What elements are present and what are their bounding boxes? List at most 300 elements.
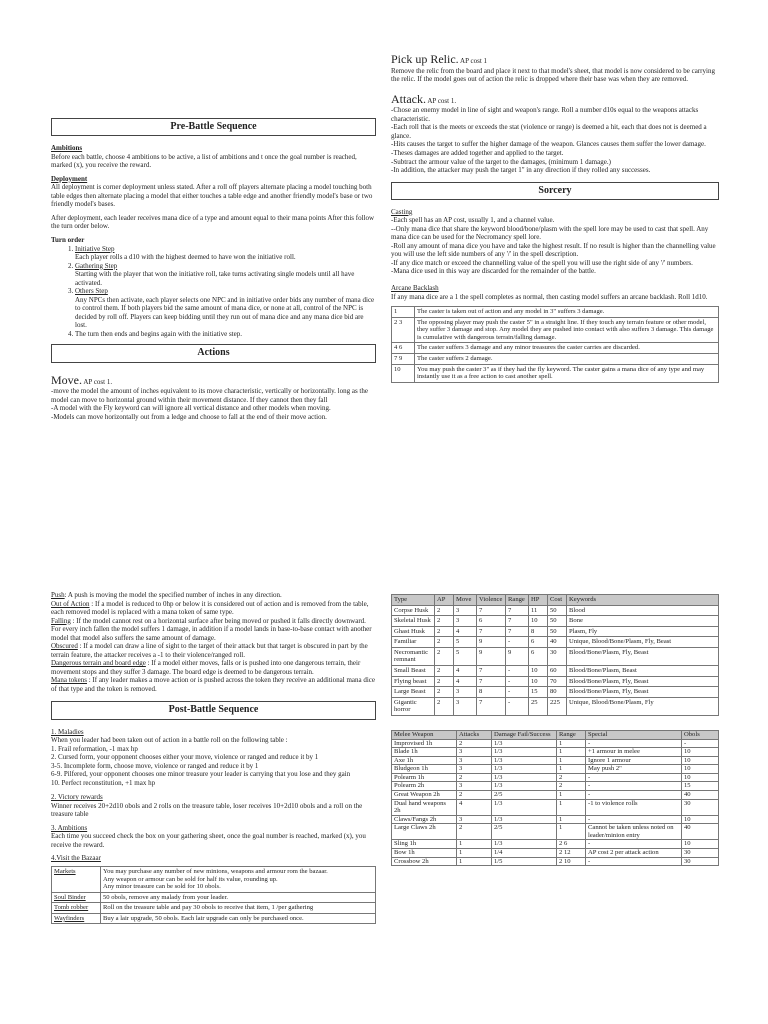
- rule-line: [51, 600, 376, 617]
- table-cell: 6: [477, 616, 506, 627]
- rule-term: Push: [51, 591, 65, 599]
- bazaar-key: Wayfinders: [52, 913, 101, 924]
- table-row: [392, 307, 719, 318]
- table-cell: 2: [435, 676, 454, 687]
- attack-heading: Attack.: [391, 91, 426, 106]
- table-row: [392, 626, 719, 637]
- bazaar-key: Soul Binder: [52, 892, 101, 903]
- table-cell: 1: [557, 815, 586, 824]
- table-cell: 1: [557, 765, 586, 774]
- roll-cell: 10: [392, 364, 415, 382]
- attack-line: -Chose an enemy model in line of sight and weapon's range. Roll a number d10s equal to the weapons attacks characteristic.: [391, 106, 699, 123]
- table-row: [392, 687, 719, 698]
- table-cell: 1/3: [492, 799, 557, 815]
- table-cell: 6: [529, 647, 548, 665]
- deployment-text: All deployment is corner deployment unless stated. After a roll off players alternate placing a model touching both table edges then alternate placing a model that either touches a table edge and another friendly model's base or two friendly model's bases.: [51, 183, 373, 209]
- table-cell: 1/3: [492, 815, 557, 824]
- table-cell: 7: [477, 605, 506, 616]
- table-cell: 10: [529, 676, 548, 687]
- table-cell: 2: [457, 824, 492, 840]
- table-cell: 2: [435, 687, 454, 698]
- bazaar-value: [101, 867, 376, 893]
- column-header: Keywords: [567, 595, 719, 606]
- bazaar-value: 50 obols, remove any malady from your leader.: [101, 892, 376, 903]
- turn-step-text: The turn then ends and begins again with the initiative step.: [75, 329, 242, 338]
- column-header: AP: [435, 595, 454, 606]
- effect-cell: The caster is taken out of action and any model in 3" suffers 3 damage.: [415, 307, 719, 318]
- table-cell: -: [506, 676, 529, 687]
- column-header: Range: [557, 730, 586, 739]
- column-header: Cost: [548, 595, 567, 606]
- table-cell: Great Weapon 2h: [392, 790, 457, 799]
- effect-cell: The caster suffers 3 damage and any minor treasures the caster carries are discarded.: [415, 343, 719, 354]
- table-cell: 50: [548, 605, 567, 616]
- column-header: Move: [454, 595, 477, 606]
- table-cell: Blood/Bone/Plasm, Fly, Beast: [567, 676, 719, 687]
- table-cell: 8: [477, 687, 506, 698]
- rule-term: Dangerous terrain and board edge: [51, 659, 146, 668]
- table-row: [392, 857, 719, 866]
- table-cell: Large Claws 2h: [392, 824, 457, 840]
- weapon-body: [392, 739, 719, 866]
- turn-step: [75, 330, 376, 339]
- table-row: [392, 773, 719, 782]
- table-cell: 1: [557, 739, 586, 748]
- turn-step: [75, 262, 376, 288]
- table-cell: 3: [457, 756, 492, 765]
- effect-cell: You may push the caster 3" as if they had the fly keyword. The caster gains a mana dice of any type and may instantly use it as a free action to cast another spell.: [415, 364, 719, 382]
- column-header: Range: [506, 595, 529, 606]
- ambitions-heading: Ambitions: [51, 144, 83, 153]
- post-battle-heading: Post-Battle Sequence: [51, 701, 376, 719]
- table-cell: 2: [557, 782, 586, 791]
- table-cell: 2: [457, 739, 492, 748]
- table-cell: 60: [548, 666, 567, 677]
- backlash-text: If any mana dice are a 1 the spell completes as normal, then casting model suffers an arcane backlash. Roll 1d10.: [391, 292, 708, 301]
- backlash-heading: Arcane Backlash: [391, 284, 439, 292]
- table-cell: 2: [457, 790, 492, 799]
- attack-line: -Subtract the armour value of the target to the damages, (minimum 1 damage.): [391, 157, 611, 166]
- move-line: -move the model the amount of inches equivalent to its move characteristic, vertically or horizontally. long as the model can move to horizontal ground within their movement distance. If they cannot then they fall: [51, 387, 368, 404]
- table-cell: 4: [454, 676, 477, 687]
- relic-heading: Pick up Relic.: [391, 52, 459, 66]
- effect-cell: The opposing player may push the caster 5" in a straight line. If they touch any terrain feature or other model, they suffer 3 damage and stop. Any model they are pushed into contact with also suffers 3 damage. This damage is cumulative with dangerous terrain/falling damage.: [415, 317, 719, 343]
- table-cell: Blood/Bone/Plasm, Beast: [567, 666, 719, 677]
- after-deployment-text: After deployment, each leader receives mana dice of a type and amount equal to their mana points After this follow the turn order below.: [51, 213, 375, 231]
- bazaar-value: Buy a lair upgrade, 50 obols. Each lair upgrade can only be purchased once.: [101, 913, 376, 924]
- bazaar-value: Roll on the treasure table and pay 30 obols to receive that item, 1 /per gathering: [101, 903, 376, 914]
- table-cell: 10: [682, 756, 719, 765]
- rule-desc: : If a model is reduced to 0hp or below it is considered out of action and is removed from the table, each removed model is replaced with a mana token of same type.: [51, 599, 369, 617]
- attack-line: -Hits causes the target to suffer the higher damage of the weapon. Glances causes them suffer the lower damage.: [391, 140, 706, 149]
- table-row: [52, 913, 376, 924]
- ambitions-text: Before each battle, choose 4 ambitions to be active, a list of ambitions and t once the goal number is reached, marked (x), you receive the reward.: [51, 152, 357, 170]
- table-cell: 2: [435, 637, 454, 648]
- table-row: [392, 790, 719, 799]
- table-cell: 40: [682, 824, 719, 840]
- table-row: [52, 892, 376, 903]
- relic-heading-row: [391, 52, 719, 67]
- rule-term: Mana tokens: [51, 676, 87, 685]
- table-cell: Ignore 1 armour: [586, 756, 682, 765]
- maladies-intro: When you leader had been taken out of action in a battle roll on the following table :: [51, 736, 288, 745]
- victory-text: Winner receives 20+2d10 obols and 2 rolls on the treasure table, loser receives 10+2d10 obols and a roll on the treasure table: [51, 801, 363, 819]
- table-cell: 9: [477, 647, 506, 665]
- table-row: [52, 867, 376, 893]
- table-cell: 1/3: [492, 756, 557, 765]
- table-cell: 1: [557, 756, 586, 765]
- roll-cell: 2 3: [392, 317, 415, 343]
- rule-desc: : If any leader makes a move action or is pushed across the token they receive an additional mana dice of that type and the token is removed.: [51, 676, 376, 693]
- table-cell: 30: [682, 857, 719, 866]
- post-ambitions-heading: 3. Ambitions: [51, 823, 88, 832]
- table-cell: 30: [548, 647, 567, 665]
- table-cell: 2: [435, 605, 454, 616]
- table-cell: 40: [548, 637, 567, 648]
- turn-step-text: Any NPCs then activate, each player selects one NPC and in initiative order bids any number of mana dice to control them. If both players bid the same amount of mana dice, or none at all, control of the NPC is decided by roll off. Players can keep bidding until they run out of mana dice and any mana dice bid are lost.: [75, 295, 375, 330]
- table-cell: Small Beast: [392, 666, 435, 677]
- table-cell: Large Beast: [392, 687, 435, 698]
- table-cell: 1: [557, 824, 586, 840]
- table-row: [392, 799, 719, 815]
- table-row: [392, 824, 719, 840]
- top-left-panel: [51, 118, 376, 421]
- casting-line: --Only mana dice that share the keyword blood/bone/plasm with the spell lore may be used to cast that spell. Any mana dice can be used for the Necromancy spell lore.: [391, 224, 709, 242]
- bazaar-table: [51, 866, 376, 924]
- weapon-table: [391, 730, 719, 866]
- table-cell: 10: [682, 765, 719, 774]
- column-header: Type: [392, 595, 435, 606]
- table-cell: 7: [477, 626, 506, 637]
- table-row: [392, 364, 719, 382]
- table-cell: -: [586, 857, 682, 866]
- table-cell: 2: [435, 666, 454, 677]
- table-cell: 1/3: [492, 773, 557, 782]
- table-row: [392, 353, 719, 364]
- actions-heading: Actions: [51, 344, 376, 362]
- rule-line: [51, 642, 376, 659]
- roll-cell: 7 9: [392, 353, 415, 364]
- table-row: [392, 343, 719, 354]
- table-row: [392, 697, 719, 715]
- table-row: [392, 815, 719, 824]
- table-row: [392, 647, 719, 665]
- table-cell: 15: [682, 782, 719, 791]
- table-cell: -: [506, 637, 529, 648]
- table-row: [392, 849, 719, 858]
- table-row: [52, 903, 376, 914]
- table-cell: Skeletal Husk: [392, 616, 435, 627]
- table-cell: 5: [454, 647, 477, 665]
- table-cell: 1/3: [492, 782, 557, 791]
- table-cell: Bludgeon 1h: [392, 765, 457, 774]
- weapon-header-row: [392, 730, 719, 739]
- table-row: [392, 317, 719, 343]
- table-cell: 2/5: [492, 790, 557, 799]
- table-cell: Polearm 2h: [392, 782, 457, 791]
- table-cell: 25: [529, 697, 548, 715]
- table-cell: -: [586, 739, 682, 748]
- casting-heading: Casting: [391, 207, 413, 216]
- deployment-heading: Deployment: [51, 174, 88, 183]
- sorcery-heading: Sorcery: [391, 182, 719, 200]
- table-cell: 8: [529, 626, 548, 637]
- table-cell: 7: [477, 697, 506, 715]
- bazaar-line: You may purchase any number of new minions, weapons and armour rom the bazaar.: [103, 868, 328, 875]
- turn-step: [75, 287, 376, 330]
- table-cell: 1/5: [492, 857, 557, 866]
- table-cell: Gigantic horror: [392, 697, 435, 715]
- table-cell: 10: [682, 840, 719, 849]
- table-cell: Cannot be taken unless noted on leader/minion entry: [586, 824, 682, 840]
- table-cell: 1/3: [492, 739, 557, 748]
- attack-line: -Theses damages are added together and applied to the target.: [391, 148, 564, 157]
- table-cell: -: [682, 739, 719, 748]
- table-cell: Familiar: [392, 637, 435, 648]
- table-cell: 10: [682, 748, 719, 757]
- table-cell: -: [506, 687, 529, 698]
- table-cell: -: [586, 782, 682, 791]
- table-cell: Blood/Bone/Plasm, Fly, Beast: [567, 647, 719, 665]
- table-cell: 1/3: [492, 748, 557, 757]
- table-cell: 3: [454, 616, 477, 627]
- table-cell: 2 12: [557, 849, 586, 858]
- table-cell: 7: [506, 616, 529, 627]
- bottom-left-panel: [51, 591, 376, 924]
- bazaar-key: Markets: [52, 867, 101, 893]
- bazaar-line: Any weapon or armour can be sold for half its value, rounding up.: [103, 875, 278, 883]
- table-cell: 7: [477, 666, 506, 677]
- table-cell: Crossbow 2h: [392, 857, 457, 866]
- malady-line: 10. Perfect reconstitution, +1 max hp: [51, 778, 156, 787]
- table-cell: Unique, Blood/Bone/Plasm, Fly: [567, 697, 719, 715]
- table-cell: 2 6: [557, 840, 586, 849]
- table-row: [392, 605, 719, 616]
- turn-order-heading: Turn order: [51, 235, 85, 244]
- table-cell: 1: [557, 748, 586, 757]
- table-cell: 50: [548, 616, 567, 627]
- table-cell: 3: [457, 815, 492, 824]
- attack-heading-row: [391, 92, 719, 107]
- table-cell: 7: [506, 605, 529, 616]
- turn-step-text: Starting with the player that won the initiative roll, take turns activating single models until all have activated.: [75, 270, 355, 287]
- rule-term: Obscured: [51, 642, 78, 651]
- table-cell: 7: [477, 676, 506, 687]
- table-cell: 1: [457, 840, 492, 849]
- table-cell: 11: [529, 605, 548, 616]
- table-cell: Claws/Fangs 2h: [392, 815, 457, 824]
- table-cell: 40: [682, 790, 719, 799]
- turn-step-title: Others Step: [75, 287, 108, 296]
- rule-desc: : A push is moving the model the specified number of inches in any direction.: [64, 591, 282, 599]
- table-cell: Unique, Blood/Bone/Plasm, Fly, Beast: [567, 637, 719, 648]
- table-cell: 10: [529, 616, 548, 627]
- top-right-panel: [391, 52, 719, 383]
- victory-heading: 2. Victory rewards: [51, 793, 103, 802]
- table-row: [392, 666, 719, 677]
- move-heading: Move.: [51, 372, 82, 387]
- column-header: HP: [529, 595, 548, 606]
- table-cell: 225: [548, 697, 567, 715]
- minion-header-row: [392, 595, 719, 606]
- bazaar-key: Tomb robber: [52, 903, 101, 914]
- attack-line: -Each roll that is the meets or exceeds the stat (violence or range) is deemed a hit, each that does not is deemed a glance.: [391, 123, 707, 140]
- rule-desc: : If the model cannot rest on a horizontal surface after being moved or pushed it falls directly downward. For every inch fallen the model suffers 1 damage, in addition if a model lands in base-to-base contact with another model that model also suffers the same amount of damage.: [51, 616, 372, 642]
- table-cell: 7: [506, 626, 529, 637]
- move-line: -Models can move horizontally out from a ledge and choose to fall at the end of their move action.: [51, 412, 327, 421]
- column-header: Violence: [477, 595, 506, 606]
- malady-line: 1. Frail reformation, -1 max hp: [51, 744, 138, 753]
- table-cell: 10: [529, 666, 548, 677]
- rule-term: Out of Action: [51, 599, 90, 608]
- table-cell: 2: [457, 773, 492, 782]
- table-cell: 1/4: [492, 849, 557, 858]
- table-cell: 30: [682, 799, 719, 815]
- table-cell: 2: [435, 647, 454, 665]
- rule-line: [51, 617, 376, 643]
- move-ap: AP cost 1.: [83, 377, 113, 386]
- roll-cell: 4 6: [392, 343, 415, 354]
- table-cell: 4: [457, 799, 492, 815]
- table-cell: 70: [548, 676, 567, 687]
- table-cell: +1 armour in melee: [586, 748, 682, 757]
- table-cell: Axe 1h: [392, 756, 457, 765]
- table-cell: 50: [548, 626, 567, 637]
- table-cell: Bone: [567, 616, 719, 627]
- casting-line: -If any dice match or exceed the channelling value of the spell you will use the right side of any '/' numbers.: [391, 258, 693, 267]
- table-cell: Sling 1h: [392, 840, 457, 849]
- table-row: [392, 748, 719, 757]
- table-cell: -1 to violence rolls: [586, 799, 682, 815]
- column-header: Special: [586, 730, 682, 739]
- table-cell: AP cost 2 per attack action: [586, 849, 682, 858]
- table-row: [392, 756, 719, 765]
- malady-line: 6-9. Pilfered, your opponent chooses one minor treasure your leader is carrying that you lose and they gain: [51, 770, 351, 779]
- column-header: Melee Weapon: [392, 730, 457, 739]
- column-header: Damage Fail/Success: [492, 730, 557, 739]
- table-cell: Improvised 1h: [392, 739, 457, 748]
- rule-desc: : If a model either moves, falls or is pushed into one dangerous terrain, their movement stops and they suffer 3 damage. The board edge is deemed to be dangerous terrain.: [51, 659, 361, 676]
- minion-table: [391, 594, 719, 716]
- table-cell: 9: [506, 647, 529, 665]
- table-cell: Necromantic remnant: [392, 647, 435, 665]
- table-cell: 3: [457, 765, 492, 774]
- table-cell: 3: [454, 697, 477, 715]
- table-cell: 4: [454, 666, 477, 677]
- table-cell: Plasm, Fly: [567, 626, 719, 637]
- attack-ap: AP cost 1.: [427, 96, 457, 105]
- table-cell: Blood: [567, 605, 719, 616]
- table-cell: 30: [682, 849, 719, 858]
- table-cell: 2: [557, 773, 586, 782]
- table-cell: 3: [457, 748, 492, 757]
- table-cell: -: [586, 840, 682, 849]
- table-cell: 6: [529, 637, 548, 648]
- table-cell: 3: [454, 687, 477, 698]
- table-cell: 1: [557, 790, 586, 799]
- table-cell: 4: [454, 626, 477, 637]
- casting-line: -Mana dice used in this way are discarded for the remainder of the battle.: [391, 267, 596, 276]
- table-row: [392, 765, 719, 774]
- turn-order-list: [51, 245, 376, 339]
- roll-cell: 1: [392, 307, 415, 318]
- table-cell: 1: [457, 849, 492, 858]
- move-heading-row: [51, 373, 376, 388]
- rule-line: [51, 676, 376, 693]
- table-cell: 1: [457, 857, 492, 866]
- rule-term: Falling: [51, 616, 71, 625]
- table-cell: 2: [435, 697, 454, 715]
- attack-line: -In addition, the attacker may push the target 1" in any direction if they rolled any successes.: [391, 166, 651, 175]
- table-cell: 10: [682, 773, 719, 782]
- table-cell: 3: [457, 782, 492, 791]
- table-cell: 80: [548, 687, 567, 698]
- table-cell: Ghast Husk: [392, 626, 435, 637]
- malady-line: 3-5. Incomplete form, choose move, violence or ranged and reduce it by 1: [51, 761, 259, 770]
- pre-battle-heading: Pre-Battle Sequence: [51, 118, 376, 136]
- malady-line: 2. Cursed form, your opponent chooses either your move, violence or ranged and reduce it by 1: [51, 753, 319, 762]
- turn-step-title: Gathering Step: [75, 261, 118, 270]
- table-row: [392, 676, 719, 687]
- table-cell: 9: [477, 637, 506, 648]
- table-cell: Bow 1h: [392, 849, 457, 858]
- rule-desc: : If a model can draw a line of sight to the target of their attack but that target is obscured in part by the terrain feature, the attacker receives a -1 to their violence/ranged roll.: [51, 642, 368, 659]
- table-cell: Blade 1h: [392, 748, 457, 757]
- table-cell: Blood/Bone/Plasm, Fly, Beast: [567, 687, 719, 698]
- turn-step: [75, 245, 376, 262]
- table-cell: 3: [454, 605, 477, 616]
- table-cell: 1/3: [492, 765, 557, 774]
- table-cell: -: [586, 815, 682, 824]
- table-cell: May push 2": [586, 765, 682, 774]
- table-cell: 2: [435, 616, 454, 627]
- table-cell: 5: [454, 637, 477, 648]
- post-ambitions-text: Each time you succeed check the box on your gathering sheet, once the goal number is reached, marked (x), you receive the reward.: [51, 832, 366, 849]
- minion-body: [392, 605, 719, 715]
- relic-text: Remove the relic from the board and place it next to that model's sheet, that model is now considered to be carrying the relic. If the model goes out of action the relic is dropped where their base was when they are removed.: [391, 66, 715, 84]
- table-cell: -: [586, 773, 682, 782]
- relic-ap: AP cost 1: [460, 57, 488, 65]
- rule-line: [51, 659, 376, 676]
- table-row: [392, 840, 719, 849]
- table-cell: 10: [682, 815, 719, 824]
- table-cell: -: [586, 790, 682, 799]
- bazaar-line: Any minor treasure can be sold for 10 obols.: [103, 883, 221, 891]
- table-cell: Corpse Husk: [392, 605, 435, 616]
- table-cell: 1/3: [492, 840, 557, 849]
- casting-line: -Each spell has an AP cost, usually 1, and a channel value.: [391, 216, 555, 225]
- table-cell: Polearm 1h: [392, 773, 457, 782]
- turn-step-text: Each player rolls a d10 with the highest deemed to have won the initiative roll.: [75, 253, 296, 262]
- rule-line: [51, 591, 376, 600]
- table-cell: 1: [557, 799, 586, 815]
- table-cell: Flying beast: [392, 676, 435, 687]
- column-header: Attacks: [457, 730, 492, 739]
- effect-cell: The caster suffers 2 damage.: [415, 353, 719, 364]
- turn-step-title: Initiative Step: [75, 244, 115, 253]
- casting-line: -Roll any amount of mana dice you have and take the highest result. If no result is higher than the channelling value you will use the left side numbers of any '/' in the spell description.: [391, 241, 716, 259]
- bazaar-heading: 4.Visit the Bazaar: [51, 854, 101, 863]
- maladies-heading: 1. Maladies: [51, 727, 84, 736]
- table-cell: 2: [435, 626, 454, 637]
- table-cell: -: [506, 697, 529, 715]
- table-cell: 2/5: [492, 824, 557, 840]
- table-cell: 15: [529, 687, 548, 698]
- backlash-table: [391, 306, 719, 383]
- table-row: [392, 782, 719, 791]
- bottom-right-panel: [391, 594, 719, 866]
- move-line: -A model with the Fly keyword can will ignore all vertical distance and other models when moving.: [51, 404, 331, 413]
